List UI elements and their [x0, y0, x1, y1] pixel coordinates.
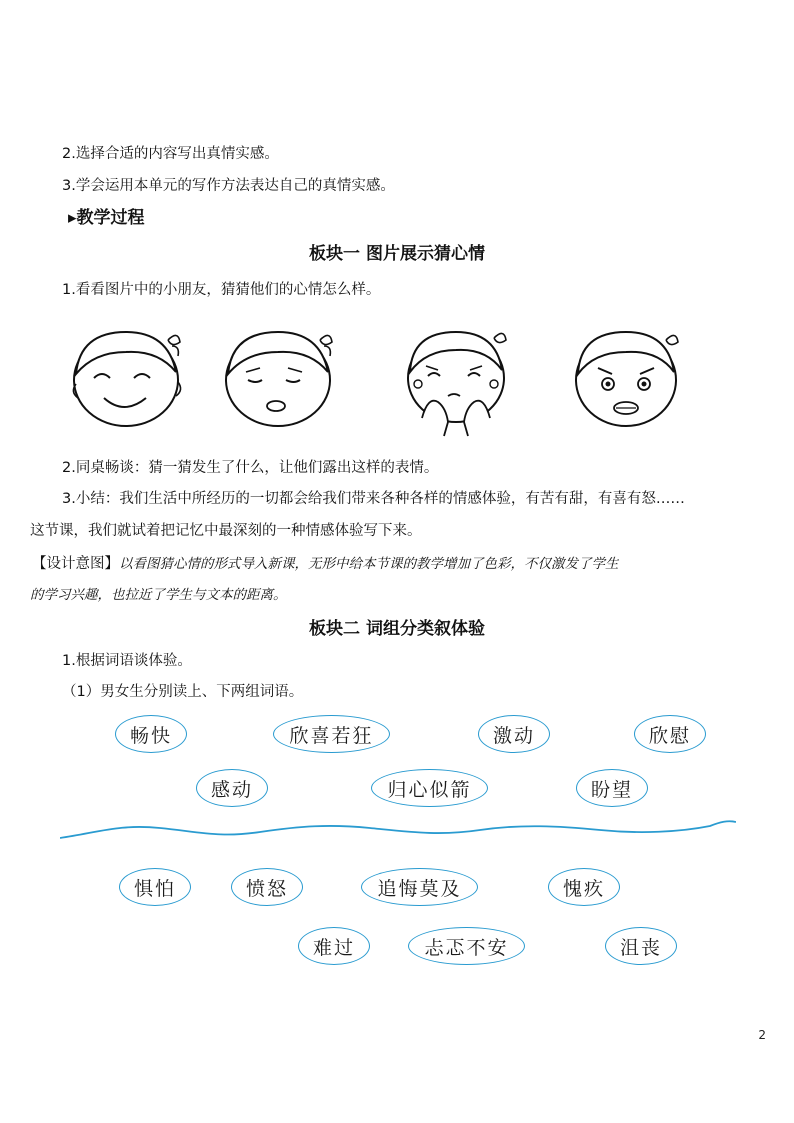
word-bubble: 归心似箭	[371, 769, 488, 807]
design-intent-line2: 的学习兴趣，也拉近了学生与文本的距离。	[30, 587, 287, 603]
crying-face-icon	[398, 322, 518, 438]
emotion-faces	[60, 322, 700, 438]
objective-2: 2.选择合适的内容写出真情实感。	[62, 146, 279, 162]
happy-face-icon	[68, 322, 188, 432]
block1-item3-line1: 3.小结：我们生活中所经历的一切都会给我们带来各种各样的情感体验，有苦有甜，有喜有怒……	[62, 491, 685, 507]
word-bubble: 忐忑不安	[408, 927, 525, 965]
block2-sub1: （1）男女生分别读上、下两组词语。	[62, 684, 304, 700]
word-bubble: 沮丧	[605, 927, 677, 965]
block1-item1: 1.看看图片中的小朋友，猜猜他们的心情怎么样。	[62, 282, 381, 298]
word-bubble: 盼望	[576, 769, 648, 807]
block2-item1: 1.根据词语谈体验。	[62, 653, 192, 669]
design-intent-text: 以看图猜心情的形式导入新课，无形中给本节课的教学增加了色彩，不仅激发了学生	[119, 556, 619, 572]
word-bubble: 激动	[478, 715, 550, 753]
block2-title: 板块二 词组分类叙体验	[309, 619, 485, 639]
word-bubble: 畅快	[115, 715, 187, 753]
block1-item3-line2: 这节课，我们就试着把记忆中最深刻的一种情感体验写下来。	[30, 523, 422, 539]
page-number: 2	[758, 1028, 766, 1042]
angry-face-icon	[568, 322, 688, 432]
word-bubble: 欣慰	[634, 715, 706, 753]
word-bubble: 欣喜若狂	[273, 715, 390, 753]
block1-item2: 2.同桌畅谈：猜一猜发生了什么，让他们露出这样的表情。	[62, 460, 439, 476]
objective-3: 3.学会运用本单元的写作方法表达自己的真情实感。	[62, 178, 395, 194]
word-bubble: 感动	[196, 769, 268, 807]
design-intent-line1	[32, 554, 619, 574]
block1-title: 板块一 图片展示猜心情	[309, 244, 485, 264]
word-bubble: 惧怕	[119, 868, 191, 906]
process-heading: ▸教学过程	[68, 208, 145, 228]
word-bubble: 难过	[298, 927, 370, 965]
word-bubble: 追悔莫及	[361, 868, 478, 906]
sad-face-icon	[220, 322, 340, 432]
design-intent-label: 【设计意图】	[32, 556, 119, 572]
word-bubble: 愤怒	[231, 868, 303, 906]
word-bubble: 愧疚	[548, 868, 620, 906]
wave-divider	[60, 812, 736, 842]
